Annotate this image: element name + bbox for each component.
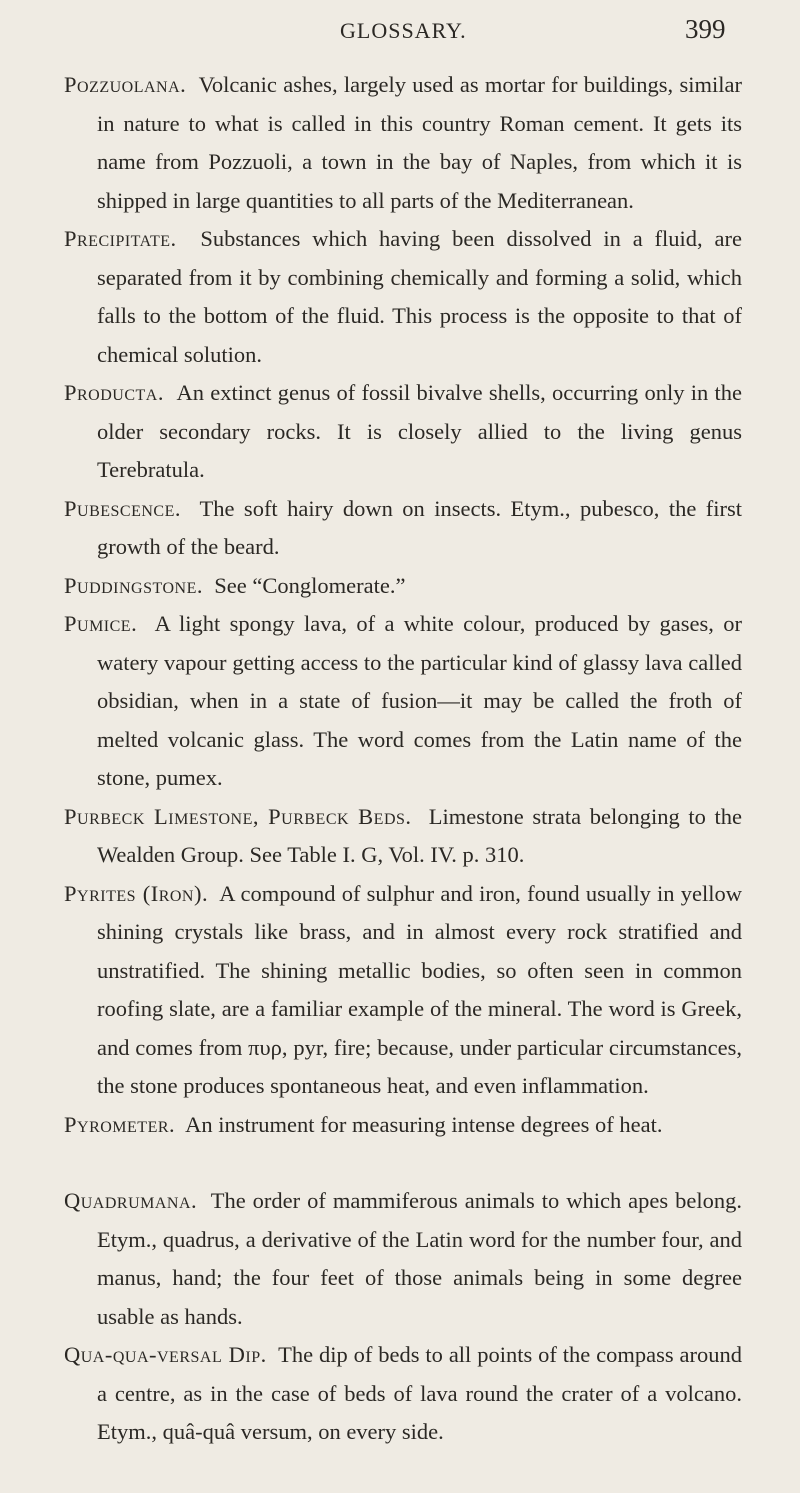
glossary-entry-pubescence — [64, 490, 742, 567]
glossary-entry-pozzuolana — [64, 66, 742, 220]
glossary-entry-pyrites — [64, 875, 742, 1106]
entry-term: Productа. — [64, 380, 164, 405]
entry-term: Quadrumana. — [64, 1188, 198, 1213]
entry-definition: The dip of beds to all points of the compass around a centre, as in the case of beds of lava round the crater of a volcano. Etym., quâ-quâ versum, on every side. — [97, 1342, 742, 1444]
glossary-entry-purbeck — [64, 798, 742, 875]
entry-definition: Volcanic ashes, largely used as mortar for buildings, similar in nature to what is called in this country Roman cement. It gets its name from Pozzuoli, a town in the bay of Naples, from which it is shipped in large quantities to all parts of the Mediterranean. — [97, 72, 743, 213]
entry-term: Pubescence. — [64, 495, 181, 521]
glossary-entry-puddingstone — [64, 567, 742, 606]
entry-definition: Limestone strata belonging to the Wealden Group. See Table I. G, Vol. IV. p. 310. — [97, 803, 742, 867]
glossary-entry-pyrometer — [64, 1106, 742, 1145]
entry-definition: See “Conglomerate.” — [214, 572, 406, 598]
entry-term: Pozzuolana. — [64, 72, 187, 97]
entry-definition: The order of mammiferous animals to which apes belong. Etym., quadrus, a derivative of the Latin word for the number four, and manus, hand; the four feet of those animals being in some degree usable as hands. — [97, 1188, 742, 1329]
entry-term: Pyrites (Iron). — [64, 880, 209, 906]
entry-definition: A light spongy lava, of a white colour, produced by gases, or watery vapour getting access to the particular kind of glassy lava called obsidian, when in a state of fusion—it may be called the froth of melted volcanic glass. The word comes from the Latin name of the stone, pumex. — [97, 611, 743, 790]
entry-term: Precipitate. — [64, 226, 177, 251]
entry-term: Purbeck Limestone, Purbeck Beds. — [64, 803, 412, 829]
glossary-entry-producta — [64, 374, 742, 490]
entry-term: Pumice. — [64, 611, 138, 636]
running-title: GLOSSARY. — [340, 18, 467, 43]
glossary-entries — [64, 66, 742, 1452]
entry-term: Pyrometer. — [64, 1111, 176, 1137]
page-number: 399 — [685, 14, 726, 44]
glossary-entry-precipitate — [64, 220, 742, 374]
entry-definition: Substances which having been dissolved in a fluid, are separated from it by combining chemically and forming a solid, which falls to the bottom of the fluid. This process is the opposite to that of chemical solution. — [97, 226, 742, 367]
entry-definition: A compound of sulphur and iron, found usually in yellow shining crystals like brass, and in almost every rock stratified and unstratified. The shining metallic bodies, so often seen in common roofing slate, are a familiar example of the mineral. The word is Greek, and comes from πυρ, pyr, fire; because, under particular circumstances, the stone produces spontaneous heat, and even inflammation. — [97, 880, 742, 1098]
glossary-entry-qua-qua-versal — [64, 1336, 742, 1452]
page-header — [0, 12, 800, 46]
glossary-entry-quadrumana — [64, 1182, 742, 1336]
entry-definition: The soft hairy down on insects. Etym., pubesco, the first growth of the beard. — [97, 495, 743, 559]
glossary-entry-pumice — [64, 605, 742, 798]
entry-definition: An instrument for measuring intense degrees of heat. — [185, 1111, 663, 1137]
entry-term: Puddingstone. — [64, 572, 204, 598]
entry-term: Qua-qua-versal Dip. — [64, 1342, 267, 1367]
entry-definition: An extinct genus of fossil bivalve shells, occurring only in the older secondary rocks. It is closely allied to the living genus Terebratula. — [97, 380, 742, 482]
